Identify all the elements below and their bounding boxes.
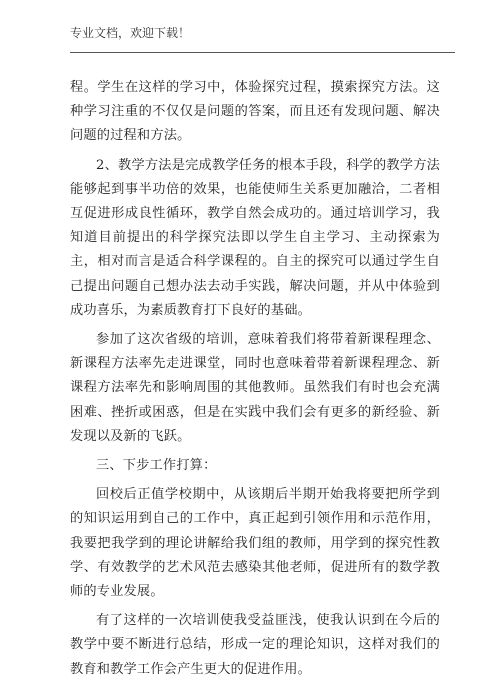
header-divider — [70, 52, 455, 53]
paragraph-3: 参加了这次省级的培训，意味着我们将带着新课程理念、新课程方法率先走进课堂，同时也意味着带着新课程理念、新课程方法率先和影响周围的其他教师。虽然我们有时也会充满困难、挫折或困惑，但是在实践中我们会有更多的新经验、新发现以及新的飞跃。 — [70, 332, 440, 444]
page-header: 专业文档，欢迎下载！ — [70, 26, 191, 40]
paragraph-1: 程。学生在这样的学习中，体验探究过程，摸索探究方法。这种学习注重的不仅仅是问题的答案，而且还有发现问题、解决问题的过程和方法。 — [70, 80, 440, 144]
paragraph-5: 有了这样的一次培训使我受益匪浅，使我认识到在今后的教学中要不断进行总结，形成一定的理论知识，这样对我们的教育和教学工作会产生更大的促进作用。 — [70, 613, 440, 677]
section-heading: 三、下步工作打算： — [96, 458, 217, 474]
document-body — [70, 76, 440, 687]
paragraph-2: 2、教学方法是完成教学任务的根本手段，科学的教学方法能够起到事半功倍的效果，也能使师生关系更加融洽，二者相互促进形成良性循环，教学自然会成功的。通过培训学习，我知道目前提出的科学探究法即以学生自主学习、主动探索为主，相对而言是适合科学课程的。自主的探究可以通过学生自己提出问题自己想办法去动手实践，解决问题，并从中体验到成功喜乐，为素质教育打下良好的基础。 — [70, 157, 440, 318]
paragraph-4: 回校后正值学校期中，从该期后半期开始我将要把所学到的知识运用到自己的工作中，真正起到引领作用和示范作用，我要把我学到的理论讲解给我们组的教师，用学到的探究性教学、有效教学的艺术风范去感染其他老师，促进所有的数学教师的专业发展。 — [70, 487, 440, 600]
